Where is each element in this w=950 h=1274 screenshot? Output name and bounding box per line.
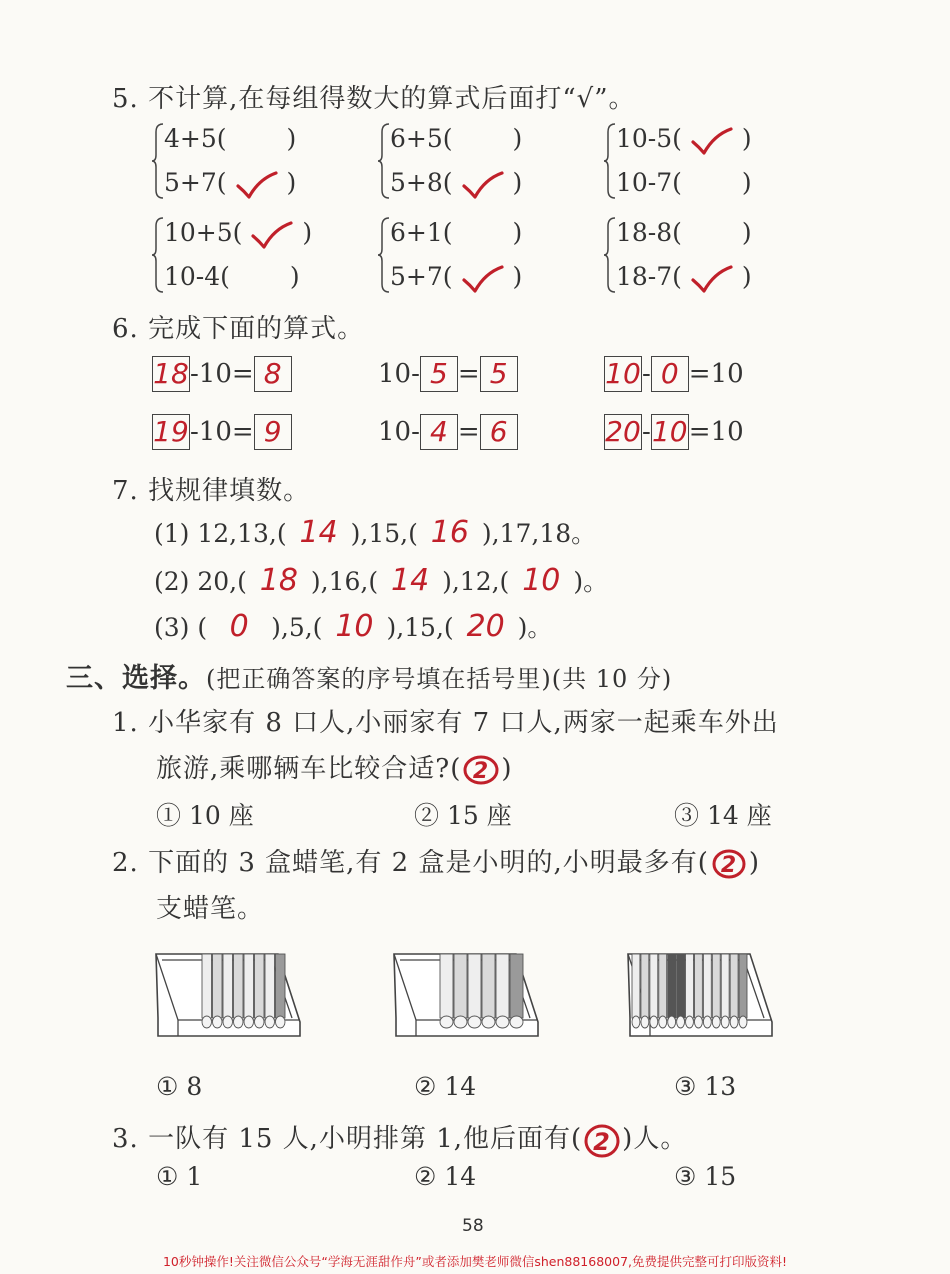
crayon (677, 954, 685, 1018)
c3-option-2: ② 14 (414, 1162, 477, 1191)
q7-l3-answer-3: 20 (466, 609, 505, 644)
q5-title: 5. 不计算,在每组得数大的算式后面打“√”。 (112, 84, 636, 114)
crayon-end (712, 1016, 720, 1028)
crayon (632, 954, 640, 1018)
q7-l3-text-0: (3) ( (154, 613, 208, 642)
crayon-end (694, 1016, 702, 1028)
crayon-end (454, 1016, 467, 1028)
q5-group-4-slot-a (242, 218, 302, 251)
crayon-end (677, 1016, 685, 1028)
answer-box: 4 (420, 414, 458, 450)
section-3-subtitle: (把正确答案的序号填在括号里)(共 10 分) (206, 665, 673, 693)
c3-line-1-text: 3. 一队有 15 人,小明排第 1,他后面有( (112, 1124, 583, 1154)
crayon-box-1 (150, 946, 310, 1042)
q6-row-2-equation-3: 20-10=10 (605, 415, 744, 448)
q7-l2-answer-2: 14 (391, 563, 430, 598)
crayon (721, 954, 729, 1018)
q5-group-2-expr-a: 6+5( ) (390, 124, 523, 153)
q7-l2-text-1: ),16,( (310, 567, 379, 596)
q7-title: 7. 找规律填数。 (112, 476, 311, 506)
crayon (213, 954, 223, 1018)
q5-group-6-expr-a: 18-8( ) (616, 218, 752, 247)
crayon-end (668, 1016, 676, 1028)
brace-icon (604, 216, 616, 294)
q5-group-6-slot-b (682, 262, 742, 295)
answer-box: 5 (480, 356, 518, 392)
q6-row-2-equation-2: 10- 4 = 6 (378, 414, 518, 450)
c1-line-2-close: ) (501, 754, 513, 784)
crayon-end (202, 1016, 212, 1028)
crayon-end (234, 1016, 244, 1028)
q7-l2-text-2: ),12,( (442, 567, 510, 596)
q7-l1-answer-2: 16 (430, 515, 469, 550)
q7-l3-text-3: )。 (517, 613, 553, 642)
answer-box: 0 (651, 356, 689, 392)
crayon (694, 954, 702, 1018)
crayon-end (482, 1016, 495, 1028)
crayon-end (440, 1016, 453, 1028)
q5-group-4-expr-a: 10+5( ) (164, 218, 312, 251)
answer-box: 8 (254, 356, 292, 392)
c2-line-1 (112, 842, 760, 881)
crayon (703, 954, 711, 1018)
crayon-end (496, 1016, 509, 1028)
q6-row-1-equation-1: 18-10= 8 (152, 356, 292, 392)
q7-line-3 (154, 608, 552, 644)
c1-line-2-text: 旅游,乘哪辆车比较合适?( (156, 754, 462, 784)
c2-line-2: 支蜡笔。 (156, 894, 265, 924)
crayon-end (510, 1016, 523, 1028)
crayon (659, 954, 667, 1018)
c3-answer-circle (582, 1123, 622, 1157)
q5-group-4-expr-b: 10-4( ) (164, 262, 300, 291)
c1-answer-circle (461, 753, 501, 787)
crayon (650, 954, 658, 1018)
section-3-heading (66, 656, 672, 695)
q7-l1-answer-1: 14 (299, 515, 338, 550)
c3-option-1: ① 1 (156, 1162, 203, 1191)
q7-l3-text-2: ),15,( (386, 613, 454, 642)
q5-group-1-expr-b: 5+7( ) (164, 168, 296, 201)
q5-group-5-slot-b (453, 262, 513, 295)
q7-l2-answer-1: 18 (259, 563, 298, 598)
c2-answer-circle (709, 847, 749, 881)
crayon (686, 954, 694, 1018)
crayon (468, 954, 481, 1018)
crayon (265, 954, 275, 1018)
q7-l2-answer-3: 10 (522, 563, 561, 598)
c2-option-3: ③ 13 (674, 1072, 737, 1101)
answer-box: 10 (605, 357, 641, 390)
q5-group-1-slot-b (227, 168, 287, 201)
q5-group-2-slot-b (453, 168, 513, 201)
answer-box: 5 (420, 356, 458, 392)
answer-box: 10 (651, 415, 688, 448)
crayon (712, 954, 720, 1018)
crayon-end (265, 1016, 275, 1028)
q7-l3-answer-2: 10 (335, 609, 374, 644)
crayon-end (632, 1016, 640, 1028)
crayon (234, 954, 244, 1018)
page-number: 58 (462, 1216, 484, 1236)
answer-box: 18 (153, 357, 189, 390)
c1-option-1: ① 10 座 (156, 801, 254, 830)
c2-option-1: ① 8 (156, 1072, 203, 1101)
brace-icon (152, 122, 164, 200)
crayon (202, 954, 212, 1018)
crayon (276, 954, 286, 1018)
crayon-end (276, 1016, 286, 1028)
q5-group-5-expr-a: 6+1( ) (390, 218, 523, 247)
crayon-box-2 (388, 946, 548, 1042)
answer-box: 6 (480, 414, 518, 450)
svg-text:2: 2 (720, 853, 738, 878)
q5-group-5-expr-b: 5+7( ) (390, 262, 522, 295)
q7-l2-text-3: )。 (573, 567, 609, 596)
c1-option-2: ② 15 座 (414, 801, 512, 830)
q7-l3-answer-1: 0 (229, 609, 249, 644)
q5-group-3-expr-b: 10-7( ) (616, 168, 752, 197)
crayon-end (255, 1016, 265, 1028)
crayon (641, 954, 649, 1018)
crayon-end (223, 1016, 233, 1028)
crayon (739, 954, 747, 1018)
crayon-end (739, 1016, 747, 1028)
crayon (223, 954, 233, 1018)
footer-note: 10秒钟操作!关注微信公众号“学海无涯甜作舟”或者添加樊老师微信shen88168007,免费提供完整可打印版资料! (162, 1254, 788, 1269)
crayon-end (213, 1016, 223, 1028)
brace-icon (378, 216, 390, 294)
q7-l3-text-1: ),5,( (271, 613, 323, 642)
brace-icon (152, 216, 164, 294)
answer-box: 20 (605, 415, 641, 448)
crayon-end (686, 1016, 694, 1028)
crayon (496, 954, 509, 1018)
c2-line-1-close: ) (748, 848, 761, 878)
crayon-end (650, 1016, 658, 1028)
q7-l2-text-0: (2) 20,( (154, 567, 247, 596)
c2-line-1-text: 2. 下面的 3 盒蜡笔,有 2 盒是小明的,小明最多有( (112, 848, 709, 878)
crayon (440, 954, 453, 1018)
q5-group-3-slot-a (682, 124, 742, 157)
crayon-end (244, 1016, 254, 1028)
crayon (510, 954, 523, 1018)
svg-text:2: 2 (473, 759, 490, 784)
q7-line-1 (154, 514, 596, 550)
answer-box: 9 (254, 414, 292, 450)
c1-option-3: ③ 14 座 (674, 801, 772, 830)
q7-line-2 (154, 562, 608, 598)
crayon (244, 954, 254, 1018)
q5-group-1-expr-a: 4+5( ) (164, 124, 297, 153)
c1-line-1: 1. 小华家有 8 口人,小丽家有 7 口人,两家一起乘车外出 (112, 708, 779, 738)
q7-l1-text-0: (1) 12,13,( (154, 519, 287, 548)
svg-text:2: 2 (593, 1128, 612, 1156)
crayon-end (721, 1016, 729, 1028)
section-3-title: 三、选择。 (66, 663, 206, 694)
crayon (454, 954, 467, 1018)
q6-title: 6. 完成下面的算式。 (112, 314, 365, 344)
crayon (668, 954, 676, 1018)
c3-line-1 (112, 1118, 687, 1157)
crayon-box-3 (622, 946, 782, 1042)
q5-group-3-expr-a: 10-5( ) (616, 124, 752, 157)
q7-l1-text-2: ),17,18。 (481, 519, 597, 548)
q6-row-1-equation-2: 10- 5 = 5 (378, 356, 518, 392)
c3-option-3: ③ 15 (674, 1162, 737, 1191)
c2-option-2: ② 14 (414, 1072, 477, 1101)
brace-icon (604, 122, 616, 200)
q5-group-2-expr-b: 5+8( ) (390, 168, 522, 201)
crayon (255, 954, 265, 1018)
q6-row-2-equation-1: 19-10= 9 (152, 414, 292, 450)
brace-icon (378, 122, 390, 200)
c1-line-2 (156, 748, 513, 787)
crayon-end (703, 1016, 711, 1028)
crayon-end (468, 1016, 481, 1028)
q6-row-1-equation-3: 10- 0 =10 (605, 357, 744, 390)
crayon-end (730, 1016, 738, 1028)
crayon-end (641, 1016, 649, 1028)
answer-box: 19 (153, 415, 189, 448)
q5-group-6-expr-b: 18-7( ) (616, 262, 752, 295)
crayon (482, 954, 495, 1018)
c3-line-1-close: )人。 (622, 1124, 688, 1154)
q7-l1-text-1: ),15,( (350, 519, 418, 548)
crayon (730, 954, 738, 1018)
crayon-end (659, 1016, 667, 1028)
